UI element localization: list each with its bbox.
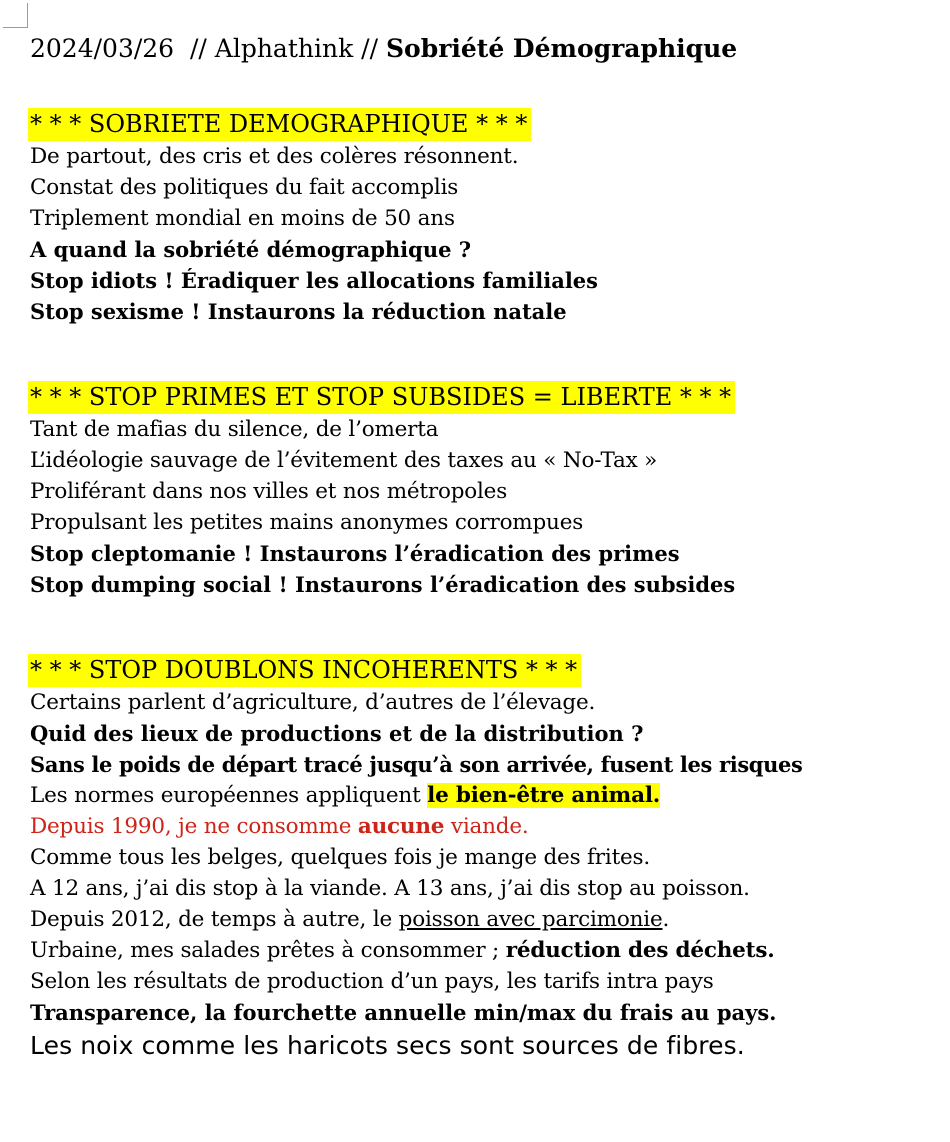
text-line: Propulsant les petites mains anonymes corrompues: [30, 510, 584, 535]
header-date: 2024/03/26: [30, 34, 175, 63]
text-line: Certains parlent d’agriculture, d’autres de l’élevage.: [30, 690, 596, 715]
section-heading-highlight: * * * STOP DOUBLONS INCOHERENTS * * *: [28, 654, 581, 687]
text-fragment: Les normes européennes appliquent: [30, 783, 428, 808]
header-separator: //: [353, 34, 386, 63]
section-heading-highlight: * * * SOBRIETE DEMOGRAPHIQUE * * *: [28, 108, 531, 141]
underlined-text: poisson avec parcimonie: [398, 907, 663, 932]
text-fragment: viande.: [444, 814, 529, 839]
text-line-with-underline: [30, 904, 940, 935]
text-line: Proliférant dans nos villes et nos métropoles: [30, 479, 508, 504]
document-header: [30, 30, 940, 68]
bold-text-line: A quand la sobriété démographique ?: [30, 237, 472, 262]
bold-text-line: Stop cleptomanie ! Instaurons l’éradication des primes: [30, 541, 680, 566]
bold-red-word: aucune: [357, 814, 445, 839]
section-heading-sobriete: [30, 108, 940, 141]
page-corner-mark: [3, 3, 28, 28]
highlighted-bold-text: le bien-être animal.: [427, 783, 661, 808]
bold-text-line: Stop sexisme ! Instaurons la réduction natale: [30, 299, 567, 324]
text-line: Selon les résultats de production d’un pays, les tarifs intra pays: [30, 969, 714, 994]
bold-text-line: Quid des lieux de productions et de la distribution ?: [30, 721, 644, 746]
document-page: [30, 30, 940, 1064]
header-separator: //: [174, 34, 215, 63]
bold-text-line: Stop dumping social ! Instaurons l’éradication des subsides: [30, 572, 736, 597]
text-fragment: Urbaine, mes salades prêtes à consommer ;: [30, 938, 506, 963]
bold-text-line: Transparence, la fourchette annuelle min/max du frais au pays.: [30, 1000, 777, 1025]
closing-text-line: Les noix comme les haricots secs sont sources de fibres.: [30, 1031, 745, 1060]
text-fragment: .: [662, 907, 670, 932]
text-fragment: Depuis 2012, de temps à autre, le: [30, 907, 399, 932]
text-line: Tant de mafias du silence, de l’omerta: [30, 417, 439, 442]
bold-text-line: Stop idiots ! Éradiquer les allocations familiales: [30, 268, 598, 293]
header-author: Alphathink: [214, 34, 354, 63]
bold-text-line: Sans le poids de départ tracé jusqu’à son arrivée, fusent les risques: [30, 752, 803, 777]
bold-text: réduction des déchets.: [505, 938, 775, 963]
text-line-with-highlight: [30, 780, 940, 811]
red-text-line: [30, 811, 940, 842]
text-line: Triplement mondial en moins de 50 ans: [30, 206, 455, 231]
section-heading-stop-primes: [30, 381, 940, 414]
text-line: A 12 ans, j’ai dis stop à la viande. A 13 ans, j’ai dis stop au poisson.: [30, 876, 750, 901]
text-line: Constat des politiques du fait accomplis: [30, 175, 459, 200]
text-line: Comme tous les belges, quelques fois je mange des frites.: [30, 845, 650, 870]
text-line: L’idéologie sauvage de l’évitement des taxes au « No-Tax »: [30, 448, 658, 473]
section-heading-stop-doublons: [30, 654, 940, 687]
text-line-with-bold: [30, 935, 940, 966]
header-title: Sobriété Démographique: [385, 34, 738, 63]
section-heading-highlight: * * * STOP PRIMES ET STOP SUBSIDES = LIBERTE * * *: [28, 381, 735, 414]
text-line: De partout, des cris et des colères résonnent.: [30, 144, 519, 169]
text-fragment: Depuis 1990, je ne consomme: [30, 814, 358, 839]
